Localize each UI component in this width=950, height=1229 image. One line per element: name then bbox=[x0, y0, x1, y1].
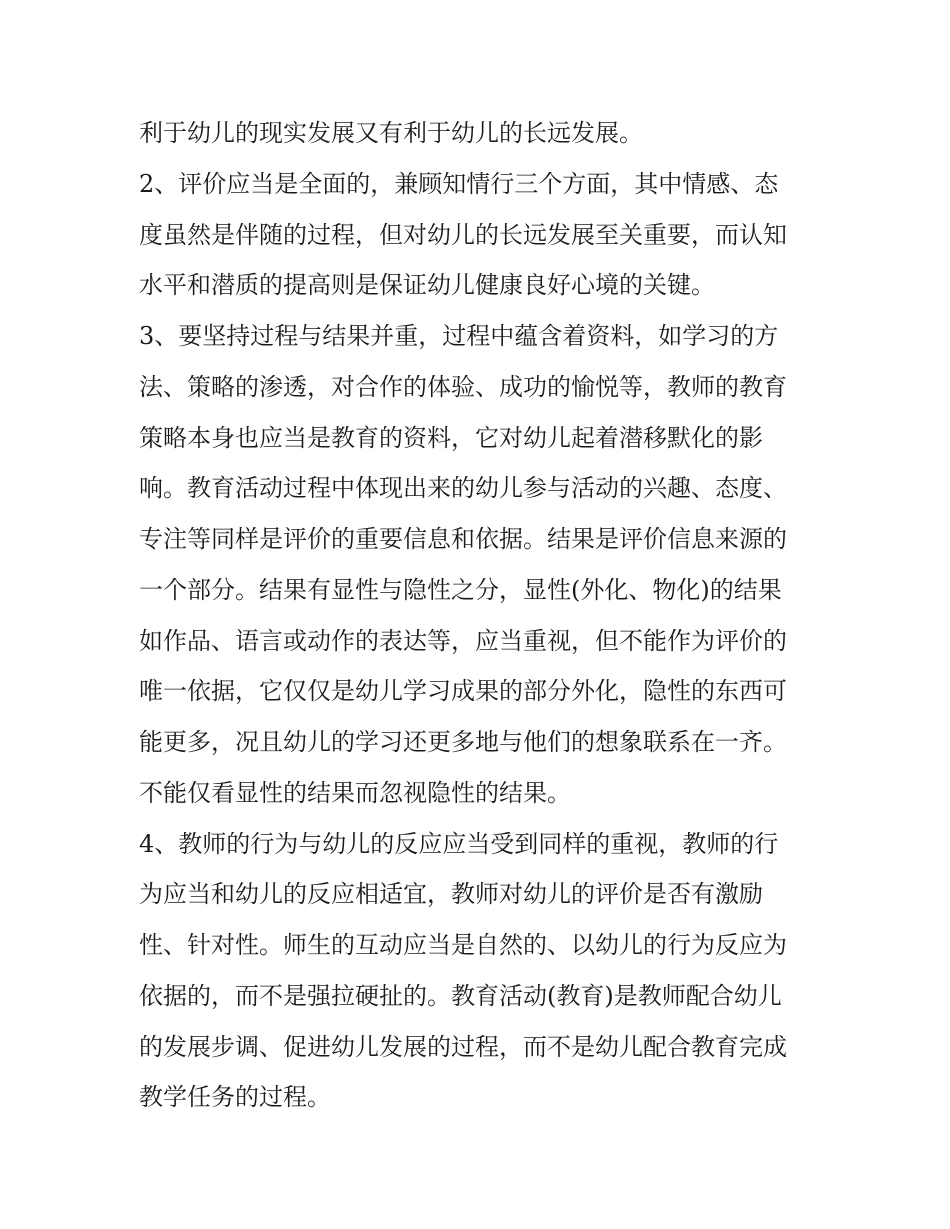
text-line: 的发展步调、促进幼儿发展的过程，而不是幼儿配合教育完成 bbox=[139, 1032, 787, 1061]
text-line: 法、策略的渗透，对合作的体验、成功的愉悦等，教师的教育 bbox=[139, 372, 787, 401]
text-line: 能更多，况且幼儿的学习还更多地与他们的想象联系在一齐。 bbox=[139, 728, 787, 756]
text-line: 3、要坚持过程与结果并重，过程中蕴含着资料，如学习的方 bbox=[139, 322, 779, 350]
text-line: 水平和潜质的提高则是保证幼儿健康良好心境的关键。 bbox=[139, 271, 715, 300]
text-line: 专注等同样是评价的重要信息和依据。结果是评价信息来源的 bbox=[139, 525, 787, 553]
text-line: 如作品、语言或动作的表达等，应当重视，但不能作为评价的 bbox=[139, 626, 787, 655]
text-line: 策略本身也应当是教育的资料，它对幼儿起着潜移默化的影 bbox=[139, 423, 763, 452]
text-line: 利于幼儿的现实发展又有利于幼儿的长远发展。 bbox=[139, 119, 643, 147]
text-line: 响。教育活动过程中体现出来的幼儿参与活动的兴趣、态度、 bbox=[139, 474, 787, 503]
text-line: 依据的，而不是强拉硬扯的。教育活动(教育)是教师配合幼儿 bbox=[139, 981, 782, 1010]
text-line: 性、针对性。师生的互动应当是自然的、以幼儿的行为反应为 bbox=[139, 931, 787, 959]
text-line: 度虽然是伴随的过程，但对幼儿的长远发展至关重要，而认知 bbox=[139, 220, 787, 249]
text-line: 为应当和幼儿的反应相适宜，教师对幼儿的评价是否有激励 bbox=[139, 880, 763, 909]
text-line: 2、评价应当是全面的，兼顾知情行三个方面，其中情感、态 bbox=[139, 169, 779, 198]
text-line: 一个部分。结果有显性与隐性之分，显性(外化、物化)的结果 bbox=[139, 575, 782, 604]
text-line: 4、教师的行为与幼儿的反应应当受到同样的重视，教师的行 bbox=[139, 829, 779, 858]
document-body bbox=[139, 108, 819, 1123]
text-line: 唯一依据，它仅仅是幼儿学习成果的部分外化，隐性的东西可 bbox=[139, 677, 787, 706]
text-line: 教学任务的过程。 bbox=[139, 1083, 331, 1112]
text-line: 不能仅看显性的结果而忽视隐性的结果。 bbox=[139, 778, 571, 807]
